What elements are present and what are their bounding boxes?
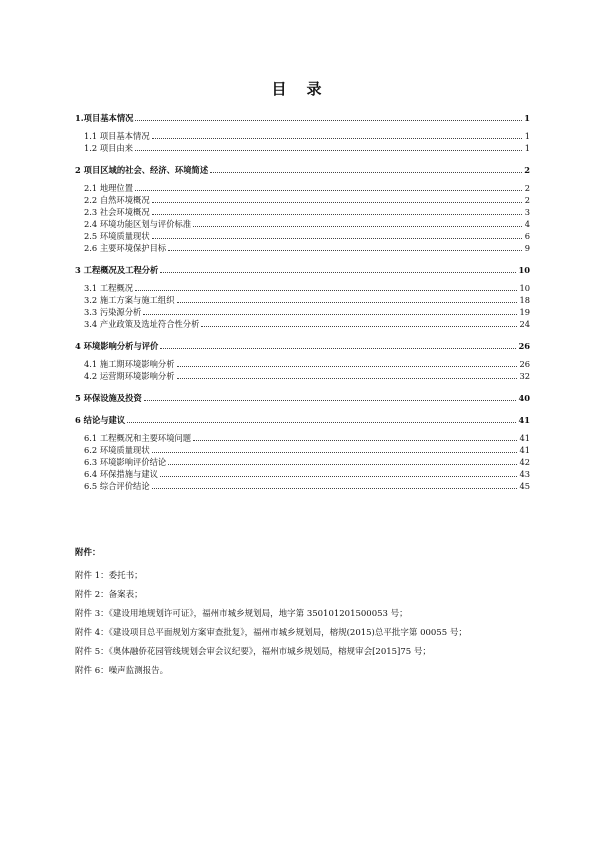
- toc-entry-label: 1.1 项目基本情况: [84, 131, 150, 141]
- toc-section: [75, 392, 530, 404]
- page-title: [0, 78, 595, 99]
- toc-subitem[interactable]: [75, 306, 530, 318]
- toc-heading[interactable]: [75, 164, 530, 176]
- toc-page-number: 9: [524, 243, 530, 253]
- dot-leader: [135, 149, 522, 151]
- attachment-item: 附件 4：《建设项目总平面规划方案审查批复》，福州市城乡规划局，榕规(2015)总平批字第 00055 号；: [75, 628, 467, 638]
- dot-leader: [144, 399, 517, 401]
- toc-heading[interactable]: [75, 112, 530, 124]
- dot-leader: [168, 463, 517, 465]
- toc-page-number: 2: [524, 183, 530, 193]
- toc-page-number: 1: [524, 113, 530, 123]
- toc-entry-label: 6.3 环境影响评价结论: [84, 457, 167, 467]
- toc-entry-label: 4.1 施工期环境影响分析: [84, 359, 175, 369]
- attachment-item: 附件 1：委托书；: [75, 571, 143, 581]
- title-char-1: 目: [271, 80, 289, 98]
- toc-page-number: 10: [519, 283, 530, 293]
- dot-leader: [160, 347, 516, 349]
- toc-entry-label: 2.4 环境功能区划与评价标准: [84, 219, 192, 229]
- toc-entry-label: 2.5 环境质量现状: [84, 231, 150, 241]
- toc-subitem[interactable]: [75, 242, 530, 254]
- toc-entry-label: 2.1 地理位置: [84, 183, 134, 193]
- toc-entry-label: 3.3 污染源分析: [84, 307, 142, 317]
- toc-entry-label: 6.4 环保措施与建议: [84, 469, 158, 479]
- toc-subitem[interactable]: [75, 456, 530, 468]
- attachment-item: 附件 6：噪声监测报告。: [75, 666, 169, 676]
- title-char-2: 录: [306, 80, 324, 98]
- toc-entry-label: 4.2 运营期环境影响分析: [84, 371, 175, 381]
- dot-leader: [152, 201, 522, 203]
- toc-page-number: 1: [524, 143, 530, 153]
- toc-page-number: 2: [524, 165, 530, 175]
- toc-section: [75, 340, 530, 382]
- toc-entry-label: 2 项目区域的社会、经济、环境简述: [75, 165, 209, 175]
- toc-entry-label: 3 工程概况及工程分析: [75, 265, 159, 275]
- toc-page-number: 4: [524, 219, 530, 229]
- toc-entry-label: 6.1 工程概况和主要环境问题: [84, 433, 192, 443]
- dot-leader: [152, 213, 522, 215]
- toc-subitem[interactable]: [75, 370, 530, 382]
- toc-page-number: 40: [518, 393, 530, 403]
- toc-subitem[interactable]: [75, 282, 530, 294]
- dot-leader: [177, 365, 518, 367]
- dot-leader: [135, 189, 522, 191]
- toc-page-number: 18: [519, 295, 530, 305]
- toc-entry-label: 1.项目基本情况: [75, 113, 134, 123]
- toc-entry-label: 2.6 主要环境保护目标: [84, 243, 167, 253]
- toc-subitem[interactable]: [75, 294, 530, 306]
- toc-heading[interactable]: [75, 340, 530, 352]
- toc-subitem[interactable]: [75, 468, 530, 480]
- toc-subitem[interactable]: [75, 358, 530, 370]
- dot-leader: [152, 137, 522, 139]
- toc-page-number: 24: [519, 319, 530, 329]
- toc-page-number: 10: [518, 265, 530, 275]
- dot-leader: [177, 377, 518, 379]
- toc-page-number: 41: [519, 433, 530, 443]
- toc-entry-label: 3.2 施工方案与施工组织: [84, 295, 175, 305]
- toc-page-number: 26: [519, 359, 530, 369]
- toc-subitem[interactable]: [75, 206, 530, 218]
- table-of-contents: [75, 112, 530, 502]
- toc-subitem[interactable]: [75, 218, 530, 230]
- toc-subitem[interactable]: [75, 480, 530, 492]
- attachment-item: 附件 5：《奥体融侨花园管线规划会审会议纪要》，福州市城乡规划局，榕规审会[2015]75 号；: [75, 647, 431, 657]
- dot-leader: [152, 451, 518, 453]
- toc-section: [75, 414, 530, 492]
- toc-page-number: 43: [519, 469, 530, 479]
- toc-entry-label: 3.1 工程概况: [84, 283, 134, 293]
- toc-entry-label: 5 环保设施及投资: [75, 393, 142, 403]
- toc-heading[interactable]: [75, 392, 530, 404]
- toc-entry-label: 1.2 项目由来: [84, 143, 134, 153]
- toc-section: [75, 112, 530, 154]
- dot-leader: [210, 171, 522, 173]
- toc-page-number: 26: [518, 341, 530, 351]
- dot-leader: [143, 313, 517, 315]
- toc-subitem[interactable]: [75, 318, 530, 330]
- dot-leader: [127, 421, 516, 423]
- toc-entry-label: 2.3 社会环境概况: [84, 207, 150, 217]
- dot-leader: [152, 237, 522, 239]
- toc-page-number: 3: [524, 207, 530, 217]
- dot-leader: [160, 475, 518, 477]
- toc-subitem[interactable]: [75, 142, 530, 154]
- toc-subitem[interactable]: [75, 432, 530, 444]
- toc-page-number: 2: [524, 195, 530, 205]
- dot-leader: [193, 439, 517, 441]
- dot-leader: [135, 119, 522, 121]
- toc-page-number: 45: [519, 481, 530, 491]
- toc-heading[interactable]: [75, 264, 530, 276]
- toc-page-number: 1: [524, 131, 530, 141]
- toc-page-number: 42: [519, 457, 530, 467]
- attachment-item: 附件 3：《建设用地规划许可证》，福州市城乡规划局，地字第 350101201500053 号；: [75, 609, 408, 619]
- toc-heading[interactable]: [75, 414, 530, 426]
- toc-page-number: 19: [519, 307, 530, 317]
- attachment-item: 附件 2：备案表；: [75, 590, 143, 600]
- toc-subitem[interactable]: [75, 230, 530, 242]
- toc-entry-label: 6 结论与建议: [75, 415, 126, 425]
- dot-leader: [168, 249, 522, 251]
- toc-entry-label: 6.5 综合评价结论: [84, 481, 150, 491]
- attachments-list: [75, 567, 535, 681]
- toc-entry-label: 4 环境影响分析与评价: [75, 341, 159, 351]
- toc-entry-label: 3.4 产业政策及选址符合性分析: [84, 319, 200, 329]
- toc-page-number: 6: [524, 231, 530, 241]
- toc-subitem[interactable]: [75, 194, 530, 206]
- toc-page-number: 41: [518, 415, 530, 425]
- toc-subitem[interactable]: [75, 130, 530, 142]
- toc-page-number: 32: [519, 371, 530, 381]
- dot-leader: [177, 301, 518, 303]
- dot-leader: [152, 487, 518, 489]
- attachments-title: 附件：: [75, 548, 101, 558]
- dot-leader: [160, 271, 516, 273]
- dot-leader: [201, 325, 517, 327]
- dot-leader: [193, 225, 522, 227]
- toc-entry-label: 6.2 环境质量现状: [84, 445, 150, 455]
- dot-leader: [135, 289, 517, 291]
- toc-page-number: 41: [519, 445, 530, 455]
- toc-subitem[interactable]: [75, 444, 530, 456]
- attachments-section: [75, 546, 535, 681]
- toc-entry-label: 2.2 自然环境概况: [84, 195, 150, 205]
- toc-section: [75, 164, 530, 254]
- toc-subitem[interactable]: [75, 182, 530, 194]
- toc-section: [75, 264, 530, 330]
